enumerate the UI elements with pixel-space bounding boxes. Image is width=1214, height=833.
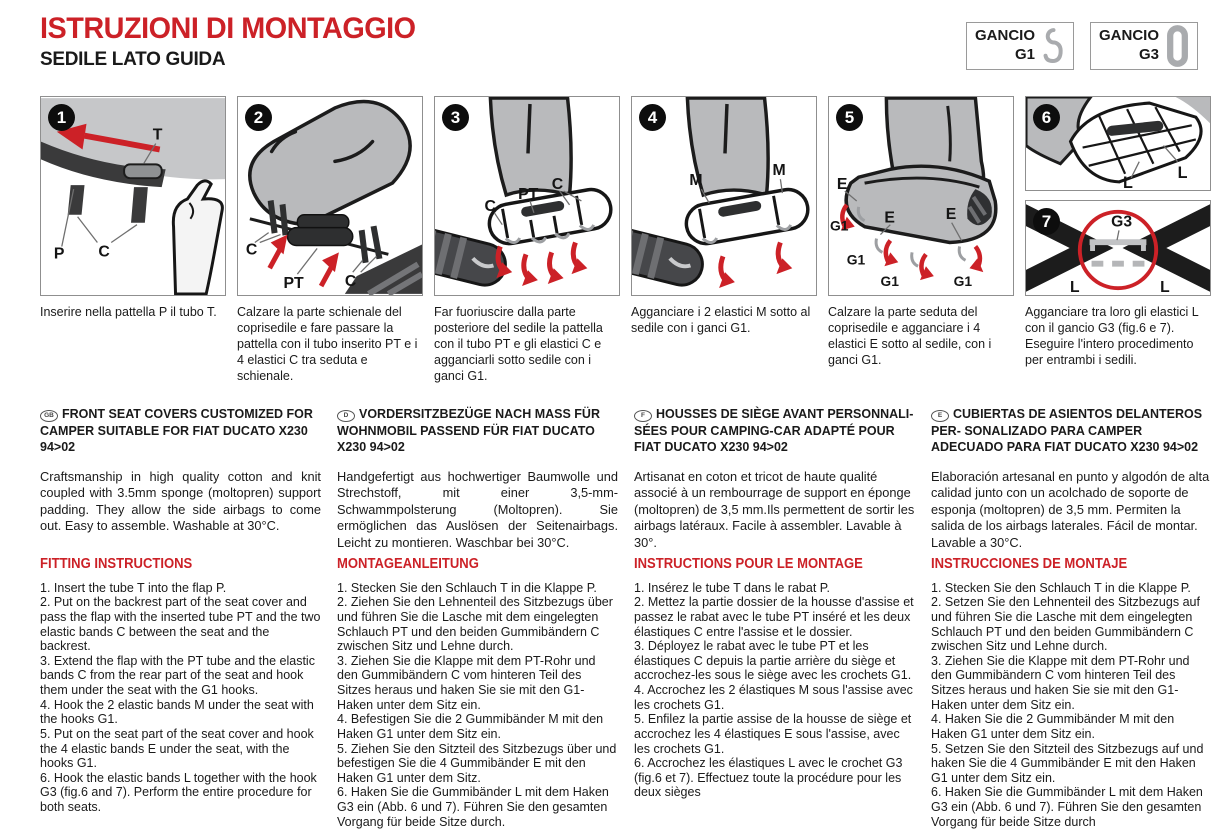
step: 3. Déployez le rabat avec le tube PT et les élastiques C depuis la partie arrière du siège et accrochez-les sous le siège avec les crochets G1.: [634, 639, 912, 683]
step: 6. Hook the elastic bands L together with the hook G3 (fig.6 and 7). Perform the entire procedure for both seats.: [40, 770, 317, 814]
part-label-C: C: [98, 243, 110, 261]
page-subtitle: SEDILE LATO GUIDA: [40, 49, 226, 70]
instructions-fr: [634, 556, 915, 830]
title-block: [40, 12, 431, 71]
figure-4: [631, 96, 817, 400]
instructions-es: [931, 556, 1212, 830]
part-label-T: T: [152, 126, 163, 144]
section-heading: GB FRONT SEAT COVERS CUSTOMIZED FOR CAMPER SUITABLE FOR FIAT DUCATO X230 94>02: [40, 407, 313, 454]
hook-glyph: [912, 252, 918, 266]
step: 2. Put on the backrest part of the seat cover and pass the flap with the inserted tube PT and the two elastic bands C between the seat and the backrest.: [40, 595, 321, 654]
figure-6-caption: Agganciare tra loro gli elastici L con il gancio G3 (fig.6 e 7). Eseguire l'intero procedimento per entrambi i sedili.: [1025, 305, 1199, 367]
part-label-E: E: [945, 205, 957, 223]
part-label-M: M: [689, 172, 703, 190]
step: 3. Ziehen Sie die Klappe mit dem PT-Rohr und den Gummibändern C vom hinteren Teil des Sitzes heraus und haken Sie sie mit den G1-Haken unter dem Sitz ein.: [337, 653, 596, 712]
section-en: [40, 406, 321, 552]
step: 4. Hook the 2 elastic bands M under the seat with the hooks G1.: [40, 697, 314, 727]
figure-number-badge: 1: [48, 104, 75, 131]
step: 6. Haken Sie die Gummibänder L mit dem Haken G3 ein (Abb. 6 und 7). Führen Sie den gesamten Vorgang für beide Sitze durch: [931, 785, 1203, 829]
part-label-L: L: [1070, 279, 1080, 295]
figure-5-panel: [828, 96, 1014, 296]
instructions-de: [337, 556, 618, 830]
figure-5: [828, 96, 1014, 400]
figure-7-panel: [1025, 200, 1211, 296]
instructions-en: [40, 556, 321, 830]
instructions-title: FITTING INSTRUCTIONS: [40, 555, 193, 572]
lang-badge-d-icon: D: [337, 410, 355, 422]
part-label-E: E: [836, 176, 848, 194]
part-label-E: E: [884, 209, 895, 227]
step: 4. Befestigen Sie die 2 Gummibänder M mit den Haken G1 unter dem Sitz ein.: [337, 712, 604, 741]
hook-box-g1: [966, 22, 1074, 70]
ring-link-icon: [1166, 25, 1189, 67]
step: 2. Ziehen Sie den Lehnenteil des Sitzbezugs über und führen Sie die Lasche mit dem eingelegten Schlauch PT und den beiden Gummibändern C zwischen Sitz und Lehne durch.: [337, 595, 613, 654]
page-title: ISTRUZIONI DI MONTAGGIO: [40, 12, 416, 45]
figure-6-panel: [1025, 96, 1211, 191]
part-label-C: C: [344, 273, 357, 291]
part-label-G1: G1: [829, 217, 849, 234]
hook-box-code: G1: [1014, 46, 1035, 63]
hook-legend: [966, 22, 1198, 70]
hook-box-code: G3: [1138, 46, 1159, 63]
part-label-G1: G1: [880, 273, 899, 290]
hook-box-g3: [1090, 22, 1198, 70]
figure-number-badge: 5: [836, 104, 863, 131]
section-body: Artisanat en coton et tricot de haute qualité associé à un rembourrage de support en éponge (moltopren) de 3,5 mm.Ils permettent de sortir les airbags latéraux. Facile à assembler. Lavable à 30°.: [634, 468, 915, 550]
figure-number-badge: 3: [442, 104, 469, 131]
figure-1: [40, 96, 226, 400]
part-label-L: L: [1123, 173, 1133, 190]
figure-3-panel: [434, 96, 620, 296]
hook-box-label: GANCIO: [1099, 27, 1159, 45]
part-label-G1: G1: [846, 251, 866, 268]
step: 5. Put on the seat part of the seat cover and hook the 4 elastic bands E under the seat, with the hooks G1.: [40, 726, 314, 771]
section-body: Craftsmanship in high quality cotton and knit coupled with 3.5mm sponge (moltopren) support padding. They allow the side airbags to come out. Easy to assemble. Washable at 30°C.: [40, 468, 321, 534]
language-descriptions: [40, 406, 1212, 552]
figure-number-badge: 4: [639, 104, 666, 131]
figure-2-panel: [237, 96, 423, 296]
part-label-P: P: [53, 245, 65, 263]
figure-3: [434, 96, 620, 400]
step: 1. Stecken Sie den Schlauch T in die Klappe P.: [337, 580, 597, 595]
figure-6-7: [1025, 96, 1211, 400]
figure-number-badge: 7: [1033, 208, 1060, 235]
section-fr: [634, 406, 915, 552]
figure-5-caption: Calzare la parte seduta del coprisedile e agganciare i 4 elastici E sotto al sedile, con i ganci G1.: [828, 305, 992, 367]
figure-4-caption: Agganciare i 2 elastici M sotto al sedile con i ganci G1.: [631, 305, 811, 335]
part-label-C: C: [245, 241, 258, 259]
fitting-instructions: [40, 556, 1212, 830]
lang-badge-f-icon: F: [634, 410, 652, 422]
step: 4. Accrochez les 2 élastiques M sous l'assise avec les crochets G1.: [634, 683, 913, 712]
step: 5. Enfilez la partie assise de la housse de siège et accrochez les 4 élastiques E sous l'assise, avec les crochets G1.: [634, 712, 912, 756]
section-heading: F HOUSSES DE SIÈGE AVANT PERSONNALI- SÉES POUR CAMPING-CAR ADAPTÉ POUR FIAT DUCATO X230 94>02: [634, 407, 914, 454]
figure-2-caption: Calzare la parte schienale del coprisedile e fare passare la pattella con il tubo inserito PT e i 4 elastici C tra seduta e schienale.: [237, 305, 418, 383]
hook-box-label: GANCIO: [975, 27, 1035, 45]
step: 2. Mettez la partie dossier de la housse d'assise et passez le rabat avec le tube PT inséré et les deux élastiques C entre l'assise et le dossier.: [634, 595, 914, 639]
instructions-title: INSTRUCCIONES DE MONTAJE: [931, 555, 1128, 572]
part-label-C: C: [484, 197, 496, 215]
figure-number-badge: 2: [245, 104, 272, 131]
step: 3. Ziehen Sie die Klappe mit dem PT-Rohr und den Gummibändern C vom hinteren Teil des Sitzes heraus und haken Sie sie mit den G1-Haken unter dem Sitz ein.: [931, 653, 1190, 712]
step: 5. Ziehen Sie den Sitzteil des Sitzbezugs über und befestigen Sie die 4 Gummibänder E mit den Haken G1 unter dem Sitz.: [337, 741, 617, 785]
section-de: [337, 406, 618, 552]
step: 6. Accrochez les élastiques L avec le crochet G3 (fig.6 et 7). Effectuez toute la procédure pour les deux sièges: [634, 756, 903, 800]
hook-glyph: [959, 246, 965, 260]
figure-3-caption: Far fuoriuscire dalla parte posteriore del sedile la pattella con il tubo PT e gli elastici C e agganciarli sotto sedile con i ganci G1.: [434, 305, 603, 383]
section-heading: E CUBIERTAS DE ASIENTOS DELANTEROS PER- SONALIZADO PARA CAMPER ADECUADO PARA FIAT DUCATO X230 94>02: [931, 407, 1203, 454]
section-body: Elaboración artesanal en punto y algodón de alta calidad junto con un acolchado de soporte de esponja (moltopren) de 3,5 mm. Permiten la salida de los airbags laterales. Fácil de montar. Lavable a 30°C.: [931, 468, 1210, 550]
instructions-title: INSTRUCTIONS POUR LE MONTAGE: [634, 555, 863, 572]
figure-1-panel: [40, 96, 226, 296]
section-heading: D VORDERSITZBEZÜGE NACH MASS FÜR WOHNMOBIL PASSEND FÜR FIAT DUCATO X230 94>02: [337, 407, 600, 454]
instructions-title: MONTAGEANLEITUNG: [337, 555, 479, 572]
figure-1-caption: Inserire nella pattella P il tubo T.: [40, 305, 217, 319]
part-label-PT: PT: [283, 275, 304, 292]
part-label-L: L: [1160, 279, 1170, 295]
step: 4. Haken Sie die 2 Gummibänder M mit den Haken G1 unter dem Sitz ein.: [931, 712, 1175, 741]
hook-glyph: [876, 239, 882, 253]
lang-badge-e-icon: E: [931, 410, 949, 422]
step: 1. Stecken Sie den Schlauch T in die Klappe P.: [931, 580, 1191, 595]
part-label-G1: G1: [953, 273, 973, 290]
section-es: [931, 406, 1212, 552]
figure-2: [237, 96, 423, 400]
step: 1. Insérez le tube T dans le rabat P.: [634, 580, 830, 595]
step: 3. Extend the flap with the PT tube and the elastic bands C from the rear part of the seat and hook them under the seat with the G1 hooks.: [40, 653, 315, 697]
step: 1. Insert the tube T into the flap P.: [40, 580, 227, 595]
lang-badge-gb-icon: GB: [40, 410, 58, 422]
s-hook-icon: [1042, 25, 1065, 67]
part-label-G3: G3: [1111, 213, 1133, 231]
step: 2. Setzen Sie den Lehnenteil des Sitzbezugs auf und führen Sie die Lasche mit dem eingelegten Schlauch PT und den beiden Gummibändern C zwischen Sitz und Lehne durch.: [931, 595, 1200, 654]
figure-row: [40, 96, 1212, 400]
header: [40, 12, 1212, 88]
hand-icon: [173, 181, 222, 294]
part-label-L: L: [1177, 163, 1188, 182]
section-body: Handgefertigt aus hochwertiger Baumwolle und Strechstoff, mit einer 3,5-mm-Schwammpolsterung (Moltopren). Sie ermöglichen das Auslösen der Seitenairbags. Leicht zu montieren. Waschbar bei 30°C.: [337, 468, 618, 550]
tube-t: [124, 164, 162, 178]
step: 5. Setzen Sie den Sitzteil des Sitzbezugs auf und haken Sie die 4 Gummibänder E mit den Haken G1 unter dem Sitz ein.: [931, 741, 1204, 785]
part-label-PT: PT: [518, 185, 539, 203]
part-label-C: C: [551, 176, 564, 194]
step: 6. Haken Sie die Gummibänder L mit dem Haken G3 ein (Abb. 6 und 7). Führen Sie den gesamten Vorgang für beide Sitze durch.: [337, 785, 609, 829]
figure-number-badge: 6: [1033, 104, 1060, 131]
part-label-M: M: [772, 162, 786, 180]
figure-4-panel: [631, 96, 817, 296]
